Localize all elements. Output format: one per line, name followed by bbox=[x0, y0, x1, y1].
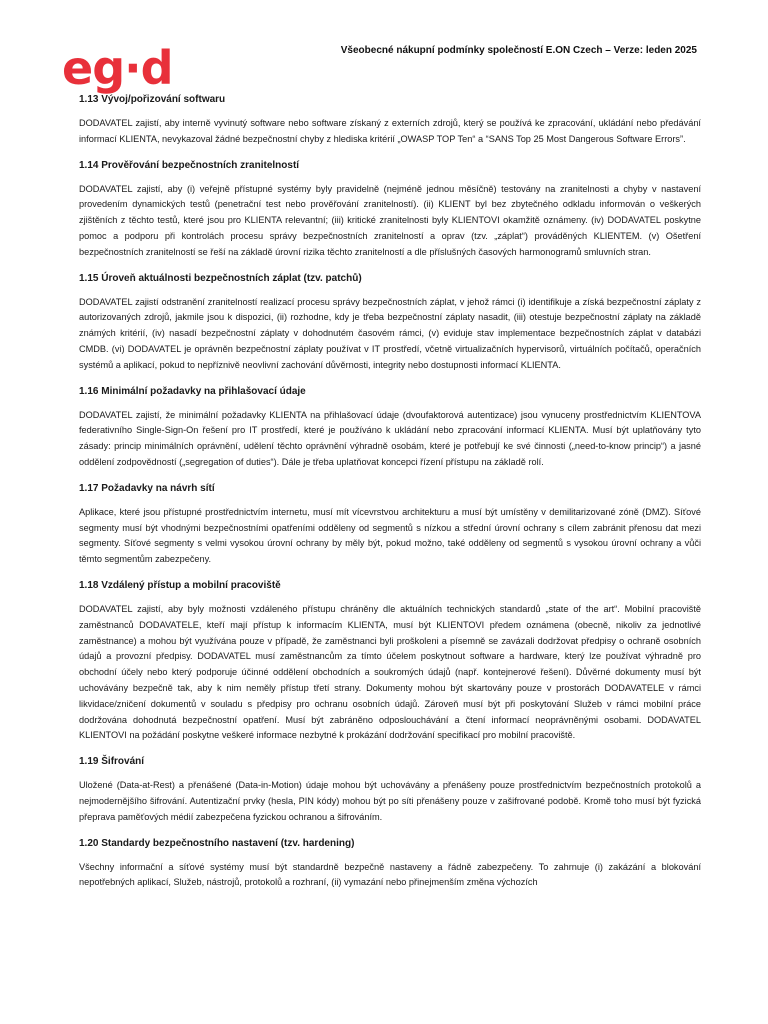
section-paragraph: Všechny informační a síťové systémy musí být standardně bezpečně nastaveny a řádně zabezpečeny. To zahrnuje (i) zakázání a blokování nepotřebných aplikací, Služeb, nástrojů, protokolů a rozhraní, (ii) vymazání nebo přinejmenším změna výchozích bbox=[79, 861, 701, 888]
section-1-19 bbox=[79, 754, 701, 825]
document-body bbox=[79, 92, 701, 901]
section-1-15 bbox=[79, 271, 701, 374]
section-1-13 bbox=[79, 92, 701, 148]
section-title: 1.15 Úroveň aktuálnosti bezpečnostních záplat (tzv. patchů) bbox=[79, 272, 362, 284]
section-paragraph: DODAVATEL zajistí, aby (i) veřejně přístupné systémy byly pravidelně (nejméně jednou měsíčně) testovány na zranitelnosti a chyby v nastavení provedením dynamických testů (penetrační test nebo prověřování zranitelností). (ii) KLIENT byl bez zbytečného odkladu informován o veškerých zjištěních z těchto testů, které jsou pro KLIENTA relevantní; (iii) kritické zranitelnosti byly KLIENTOVI okamžitě oznámeny. (iv) DODAVATEL poskytne pomoc a podporu při kontrolách procesu správy bezpečnostních zranitelností a oprav (tzv. „záplat“) prováděných KLIENTEM. (v) Ošetření bezpečnostních zranitelností se řeší na základě úrovní rizika těchto zranitelností a dle příslušných časových harmonogramů smluvních stran. bbox=[79, 183, 701, 257]
section-1-16 bbox=[79, 384, 701, 471]
section-1-20 bbox=[79, 836, 701, 892]
section-paragraph: DODAVATEL zajistí odstranění zranitelností realizací procesu správy bezpečnostních záplat, v jehož rámci (i) identifikuje a získá bezpečnostní záplaty z autorizovaných zdrojů, jakmile jsou k dispozici, (ii) rozhodne, kdy je třeba bezpečnostní záplaty nasadit, (iii) otestuje bezpečnostní záplaty na základě známých kritérií, (iv) nasadí bezpečnostní záplaty v dohodnutém časovém rámci, (v) eviduje stav implementace bezpečnostních záplat v databázi CMDB. (vi) DODAVATEL je oprávněn bezpečnostní záplaty používat v IT prostředí, včetně virtualizačních hypervisorů, virtuálních počítačů, operačních systémů a aplikací, pokud to nepříznivě neovlivní zachování důvěrnosti, integrity nebo dostupnosti informací KLIENTA. bbox=[79, 296, 701, 370]
section-title: 1.20 Standardy bezpečnostního nastavení (tzv. hardening) bbox=[79, 837, 355, 849]
egd-logo bbox=[62, 40, 182, 96]
section-title: 1.17 Požadavky na návrh sítí bbox=[79, 482, 215, 494]
section-1-17 bbox=[79, 481, 701, 568]
section-paragraph: Uložené (Data-at-Rest) a přenášené (Data-in-Motion) údaje mohou být uchovávány a přenášeny pouze prostřednictvím bezpečnostních protokolů a nejmodernějšího šifrování. Autentizační prvky (hesla, PIN kódy) mohou být po síti přenášeny pouze v zašifrované podobě. Kromě toho musí být fyzická přeprava paměťových médií zabezpečena fyzickou ochranou a šifrováním. bbox=[79, 780, 701, 822]
logo-text: eg·d bbox=[62, 41, 173, 95]
section-1-14 bbox=[79, 158, 701, 261]
section-title: 1.14 Prověřování bezpečnostních zranitelností bbox=[79, 159, 300, 171]
section-title: 1.18 Vzdálený přístup a mobilní pracoviště bbox=[79, 579, 281, 591]
section-paragraph: Aplikace, které jsou přístupné prostřednictvím internetu, musí mít vícevrstvou architekturu a musí být umístěny v demilitarizované zóně (DMZ). Síťové segmenty musí být vhodnými bezpečnostními opatřeními odděleny od segmentů s nízkou a střední úrovní ochrany s cílem zabránit přenosu dat mezi segmenty. Síťové segmenty s velmi vysokou úrovní ochrany by měly být, pokud možno, také odděleny od segmentů s vysokou úrovní ochrany a vůči těmto segmentům zabezpečeny. bbox=[79, 506, 701, 565]
section-title: 1.19 Šifrování bbox=[79, 756, 145, 768]
section-paragraph: DODAVATEL zajistí, aby interně vyvinutý software nebo software získaný z externích zdrojů, který se používá ke zpracování, ukládání nebo předávání informací KLIENTA, nevykazoval žádné bezpečnostní chyby z hlediska kritérií „OWASP TOP Ten“ a “SANS Top 25 Most Dangerous Software Errors”. bbox=[79, 118, 701, 144]
section-title: 1.13 Vývoj/pořizování softwaru bbox=[79, 94, 226, 105]
document-header-title: Všeobecné nákupní podmínky společností E.ON Czech – Verze: leden 2025 bbox=[340, 45, 697, 56]
section-1-18 bbox=[79, 578, 701, 744]
section-paragraph: DODAVATEL zajistí, aby byly možnosti vzdáleného přístupu chráněny dle aktuálních technických standardů „state of the art“. Mobilní pracoviště zaměstnanců DODAVATELE, kteří mají přístup k informacím KLIENTA, musí být KLIENTOVI předem oznámena (obecně, nikoliv za jednotlivé zaměstnance) a mohou být využívána pouze v případě, že zaměstnanci byli proškoleni a písemně se zavázali dodržovat předpisy o ochraně osobních údajů a provozní předpisy. DODAVATEL musí zaměstnancům za tímto účelem poskytnout software a hardware, který lze používat výhradně pro obchodní účely nebo který podporuje účinné oddělení obchodních a soukromých údajů (např. kontejnerové řešení). Důvěrné dokumenty musí být uchovávány bezpečně tak, aby k nim neměly přístup třetí strany. Dokumenty mohou být skartovány pouze v prostorách DODAVATELE v rámci likvidace/zničení dokumentů v souladu s předpisy pro ochranu osobních údajů. Zároveň musí být při poskytování Služeb v rámci mobilní práce dodržována dohodnutá bezpečnostní opatření. Musí být zabráněno odposlouchávání a čtení informací neoprávněnými osobami. DODAVATEL KLIENTOVI na požádání poskytne veškeré informace nezbytné k prokázání dodržování specifikací pro mobilní pracoviště. bbox=[79, 603, 701, 741]
section-paragraph: DODAVATEL zajistí, že minimální požadavky KLIENTA na přihlašovací údaje (dvoufaktorová autentizace) jsou vynuceny prostřednictvím KLIENTOVA federativního Single-Sign-On řešení pro IT prostředí, které je používáno k ukládání nebo zpracování informací KLIENTA. Musí být uplatňovány tyto zásady: princip minimálních oprávnění, udělení těchto oprávnění výhradně osobám, které je potřebují ke své činnosti („need-to-know princip“) a jasné oddělení zodpovědností („segregation of duties“). Dále je třeba uplatňovat koncepci řízení přístupu na základě rolí. bbox=[79, 409, 701, 467]
section-title: 1.16 Minimální požadavky na přihlašovací údaje bbox=[79, 385, 306, 397]
